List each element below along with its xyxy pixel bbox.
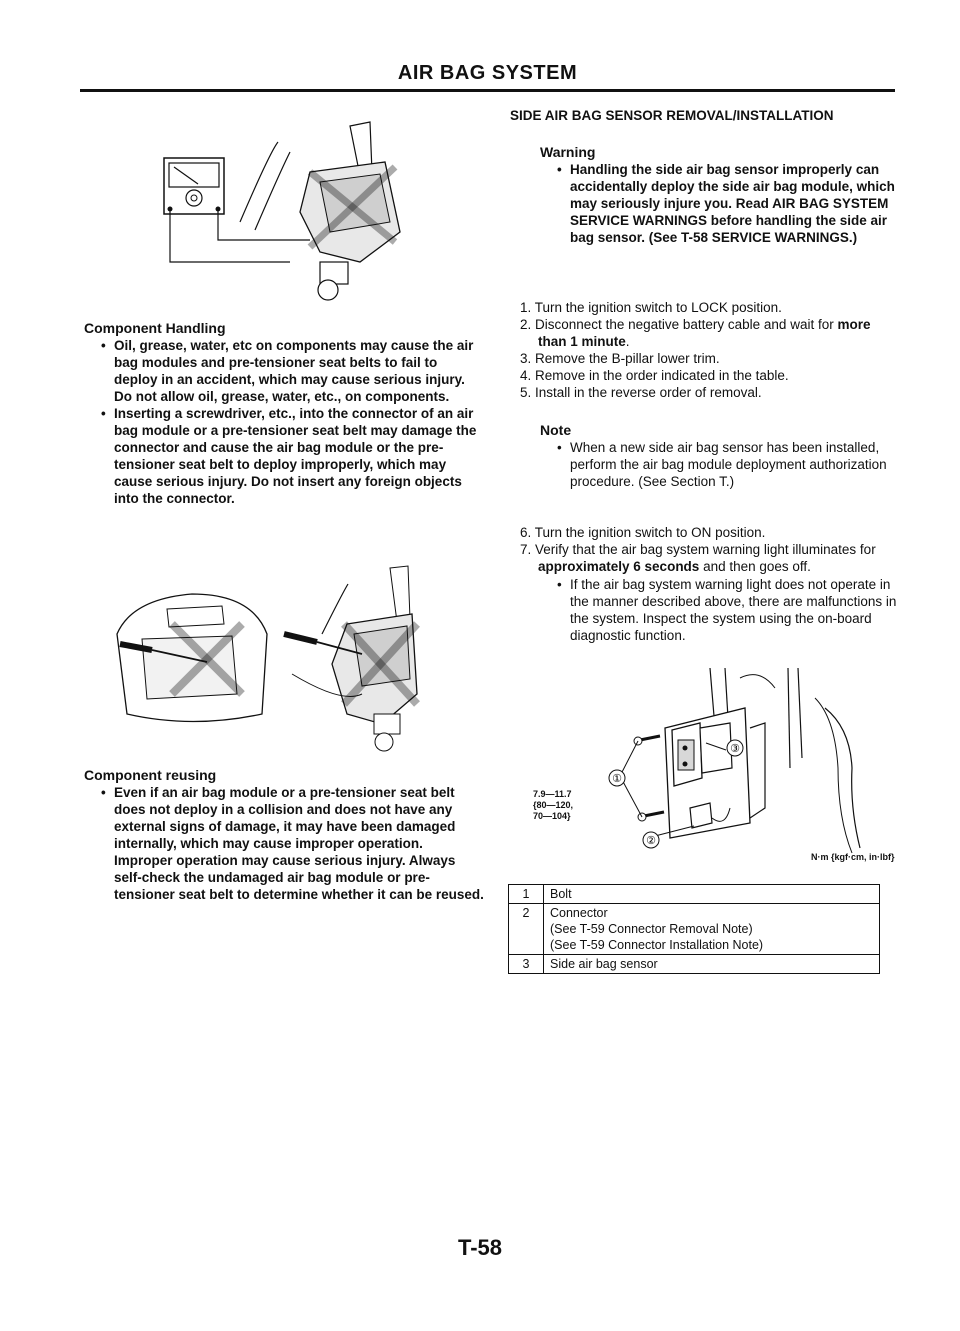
figure-side-sensor <box>560 668 890 868</box>
reusing-item: • Even if an air bag module or a pre-tensioner seat belt does not deploy in a collision and does not have any external signs of damage, it may have been damaged internally, which may cause improper operation. Improper operation may cause serious injury. Always self-check the undamaged air bag module or pre-tensioner seat belt to determine whether it can be reused. <box>84 784 484 903</box>
note-item: • When a new side air bag sensor has been installed, perform the air bag module deployment authorization procedure. (See Section T.) <box>540 439 900 490</box>
table-cell-desc: Bolt <box>544 885 880 904</box>
table-row <box>509 955 880 974</box>
page-number: T-58 <box>457 1235 503 1260</box>
step: 6. Turn the ignition switch to ON position. <box>520 525 766 540</box>
handling-title: Component Handling <box>84 320 226 336</box>
table-cell-num: 3 <box>509 955 544 974</box>
callout-3: ③ <box>730 743 740 755</box>
step: 1. Turn the ignition switch to LOCK position. <box>520 300 782 315</box>
handling-item: • Oil, grease, water, etc on components may cause the air bag modules and pre-tensioner seat belts to fail to deploy in an accident, which may cause serious injury. Do not allow oil, grease, water, etc., on components. <box>84 337 484 405</box>
step: 4. Remove in the order indicated in the table. <box>520 368 789 383</box>
figure-screwdriver-connector <box>112 564 422 754</box>
figure-meter-pretensioner <box>160 112 410 307</box>
callout-1: ① <box>612 773 622 785</box>
table-row <box>509 904 880 955</box>
table-cell-desc: Side air bag sensor <box>544 955 880 974</box>
warning-item: • Handling the side air bag sensor improperly can accidentally deploy the side air bag module, which may seriously injure you. Read AIR BAG SYSTEM SERVICE WARNINGS before handling the side air bag sensor. (See T-58 SERVICE WARNINGS.) <box>540 161 900 246</box>
torque-units: N·m {kgf·cm, in·lbf} <box>811 852 895 862</box>
reusing-list <box>84 784 484 903</box>
page-title: AIR BAG SYSTEM <box>397 62 578 84</box>
warning-block <box>540 144 900 246</box>
table-cell-desc: Connector (See T-59 Connector Removal Note) (See T-59 Connector Installation Note) <box>544 904 880 955</box>
callout-2: ② <box>646 835 656 847</box>
handling-item: • Inserting a screwdriver, etc., into the connector of an air bag module or a pre-tensioner seat belt may damage the connector and cause the air bag module or the pre-tensioner seat belt to deploy improperly, which may cause serious injury. Do not insert any foreign objects into the connector. <box>84 405 484 507</box>
step: 7. Verify that the air bag system warning light illuminates for approximately 6 seconds and then goes off. <box>520 542 876 574</box>
handling-list <box>84 337 484 507</box>
note-block <box>540 422 900 490</box>
parts-table <box>508 884 880 974</box>
steps-list-a <box>508 299 900 401</box>
step7-sub-block <box>540 576 900 644</box>
reusing-title: Component reusing <box>84 767 217 783</box>
step: 5. Install in the reverse order of removal. <box>520 385 762 400</box>
table-cell-num: 2 <box>509 904 544 955</box>
warning-title: Warning <box>540 144 596 160</box>
table-cell-num: 1 <box>509 885 544 904</box>
step7-sub-item: • If the air bag system warning light does not operate in the manner described above, there are malfunctions in the system. Inspect the system using the on-board diagnostic function. <box>540 576 900 644</box>
section-title: SIDE AIR BAG SENSOR REMOVAL/INSTALLATION <box>510 108 834 123</box>
table-row <box>509 885 880 904</box>
step: 2. Disconnect the negative battery cable and wait for more than 1 minute. <box>520 317 871 349</box>
step: 3. Remove the B-pillar lower trim. <box>520 351 720 366</box>
header-rule <box>80 89 895 92</box>
note-title: Note <box>540 422 572 438</box>
torque-spec: 7.9—11.7 {80—120, 70—104} <box>533 789 574 821</box>
steps-list-b <box>508 524 900 575</box>
